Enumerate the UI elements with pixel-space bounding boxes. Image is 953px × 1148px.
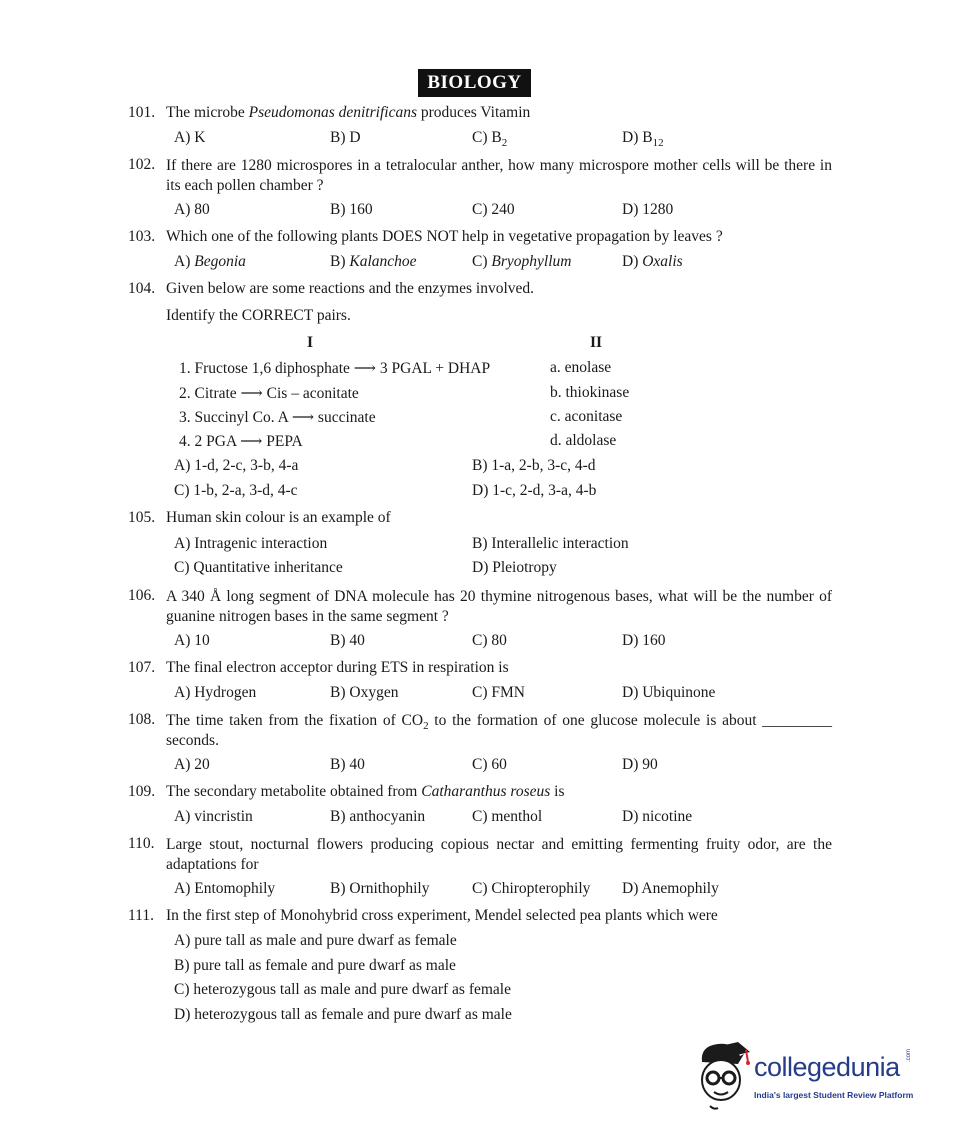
question-text: Human skin colour is an example of (166, 509, 391, 526)
option-b[interactable]: B) 1-a, 2-b, 3-c, 4-d (472, 457, 596, 474)
option-c[interactable]: C) Quantitative inheritance (174, 559, 343, 576)
option-d[interactable]: D) 1-c, 2-d, 3-a, 4-b (472, 482, 597, 499)
column-header-i: I (307, 334, 314, 351)
option-d[interactable]: D) 160 (622, 632, 666, 649)
question-text: Given below are some reactions and the enzymes involved. (166, 280, 535, 297)
option-c[interactable]: C) 240 (472, 201, 515, 218)
enzyme-b: b. thiokinase (550, 384, 630, 401)
option-d[interactable]: D) $B_{12}$ (622, 129, 664, 149)
option-a[interactable]: A) Begonia (174, 253, 246, 270)
question-number: 109. (128, 783, 156, 800)
option-c[interactable]: C) 60 (472, 756, 507, 773)
question-instruction: Identify the CORRECT pairs. (166, 307, 351, 324)
reaction-2: 2. Citrate ⟶ Cis – aconitate (179, 385, 359, 402)
option-b[interactable]: B) 40 (330, 632, 365, 649)
option-a[interactable]: A) 1-d, 2-c, 3-b, 4-a (174, 457, 299, 474)
option-c[interactable]: C) FMN (472, 684, 525, 701)
option-b[interactable]: B) D (330, 129, 361, 146)
question-text: The time taken from the fixation of $CO_2$ to the formation of one glucose molecule is about _________ seconds. (166, 712, 832, 749)
option-c[interactable]: C) heterozygous tall as male and pure dwarf as female (174, 981, 511, 998)
question-number: 106. (128, 587, 156, 604)
student-mascot-icon (694, 1040, 752, 1112)
question-number: 108. (128, 711, 156, 728)
option-b[interactable]: B) Ornithophily (330, 880, 430, 897)
question-number: 105. (128, 509, 156, 526)
option-d[interactable]: D) Anemophily (622, 880, 719, 897)
option-b[interactable]: B) 160 (330, 201, 373, 218)
option-d[interactable]: D) Ubiquinone (622, 684, 716, 701)
collegedunia-logo[interactable] (694, 1040, 934, 1112)
option-d[interactable]: D) heterozygous tall as female and pure dwarf as male (174, 1006, 512, 1023)
option-a[interactable]: A) 20 (174, 756, 210, 773)
reaction-4: 4. 2 PGA ⟶ PEPA (179, 433, 303, 450)
question-text: Large stout, nocturnal flowers producing copious nectar and emitting fermenting fruity odor, are the adaptations for (166, 836, 832, 873)
option-c[interactable]: C) 80 (472, 632, 507, 649)
option-b[interactable]: B) Oxygen (330, 684, 399, 701)
question-text: If there are 1280 microspores in a tetralocular anther, how many microspore mother cells will be there in its each pollen chamber ? (166, 157, 832, 194)
question-number: 101. (128, 104, 156, 121)
question-number: 111. (128, 907, 154, 924)
option-d[interactable]: D) Oxalis (622, 253, 683, 270)
option-b[interactable]: B) Interallelic interaction (472, 535, 629, 552)
option-a[interactable]: A) 80 (174, 201, 210, 218)
option-d[interactable]: D) Pleiotropy (472, 559, 557, 576)
enzyme-c: c. aconitase (550, 408, 623, 425)
option-a[interactable]: A) Hydrogen (174, 684, 257, 701)
option-c[interactable]: C) $B_2$ (472, 129, 508, 149)
question-number: 104. (128, 280, 156, 297)
brand-name: collegedunia (754, 1052, 900, 1082)
enzyme-d: d. aldolase (550, 432, 617, 449)
question-text: The final electron acceptor during ETS in respiration is (166, 659, 509, 676)
option-b[interactable]: B) Kalanchoe (330, 253, 417, 270)
option-a[interactable]: A) K (174, 129, 206, 146)
option-a[interactable]: A) Intragenic interaction (174, 535, 328, 552)
option-d[interactable]: D) 1280 (622, 201, 674, 218)
enzyme-a: a. enolase (550, 359, 612, 376)
question-text: The secondary metabolite obtained from Catharanthus roseus is (166, 783, 565, 800)
question-text: A 340 Å long segment of DNA molecule has 20 thymine nitrogenous bases, what will be the number of guanine nitrogen bases in the same segment ? (166, 588, 832, 625)
reaction-3: 3. Succinyl Co. A ⟶ succinate (179, 409, 376, 426)
question-number: 103. (128, 228, 156, 245)
question-text: In the first step of Monohybrid cross experiment, Mendel selected pea plants which were (166, 907, 718, 924)
question-number: 102. (128, 156, 156, 173)
option-a[interactable]: A) pure tall as male and pure dwarf as female (174, 932, 457, 949)
section-title: BIOLOGY (418, 69, 531, 97)
option-b[interactable]: B) pure tall as female and pure dwarf as male (174, 957, 456, 974)
option-c[interactable]: C) menthol (472, 808, 543, 825)
option-c[interactable]: C) Bryophyllum (472, 253, 572, 270)
option-d[interactable]: D) nicotine (622, 808, 693, 825)
brand-domain: .com (906, 1048, 912, 1062)
column-header-ii: II (590, 334, 603, 351)
brand-tagline: India's largest Student Review Platform (754, 1090, 914, 1100)
option-a[interactable]: A) vincristin (174, 808, 253, 825)
question-text: Which one of the following plants DOES NOT help in vegetative propagation by leaves ? (166, 228, 723, 245)
question-number: 107. (128, 659, 156, 676)
option-c[interactable]: C) Chiropterophily (472, 880, 591, 897)
option-a[interactable]: A) Entomophily (174, 880, 276, 897)
reaction-1: 1. Fructose 1,6 diphosphate ⟶ 3 PGAL + DHAP (179, 360, 491, 377)
question-text: The microbe Pseudomonas denitrificans produces Vitamin (166, 104, 531, 121)
option-b[interactable]: B) anthocyanin (330, 808, 426, 825)
option-b[interactable]: B) 40 (330, 756, 365, 773)
option-c[interactable]: C) 1-b, 2-a, 3-d, 4-c (174, 482, 298, 499)
option-d[interactable]: D) 90 (622, 756, 658, 773)
option-a[interactable]: A) 10 (174, 632, 210, 649)
question-number: 110. (128, 835, 155, 852)
